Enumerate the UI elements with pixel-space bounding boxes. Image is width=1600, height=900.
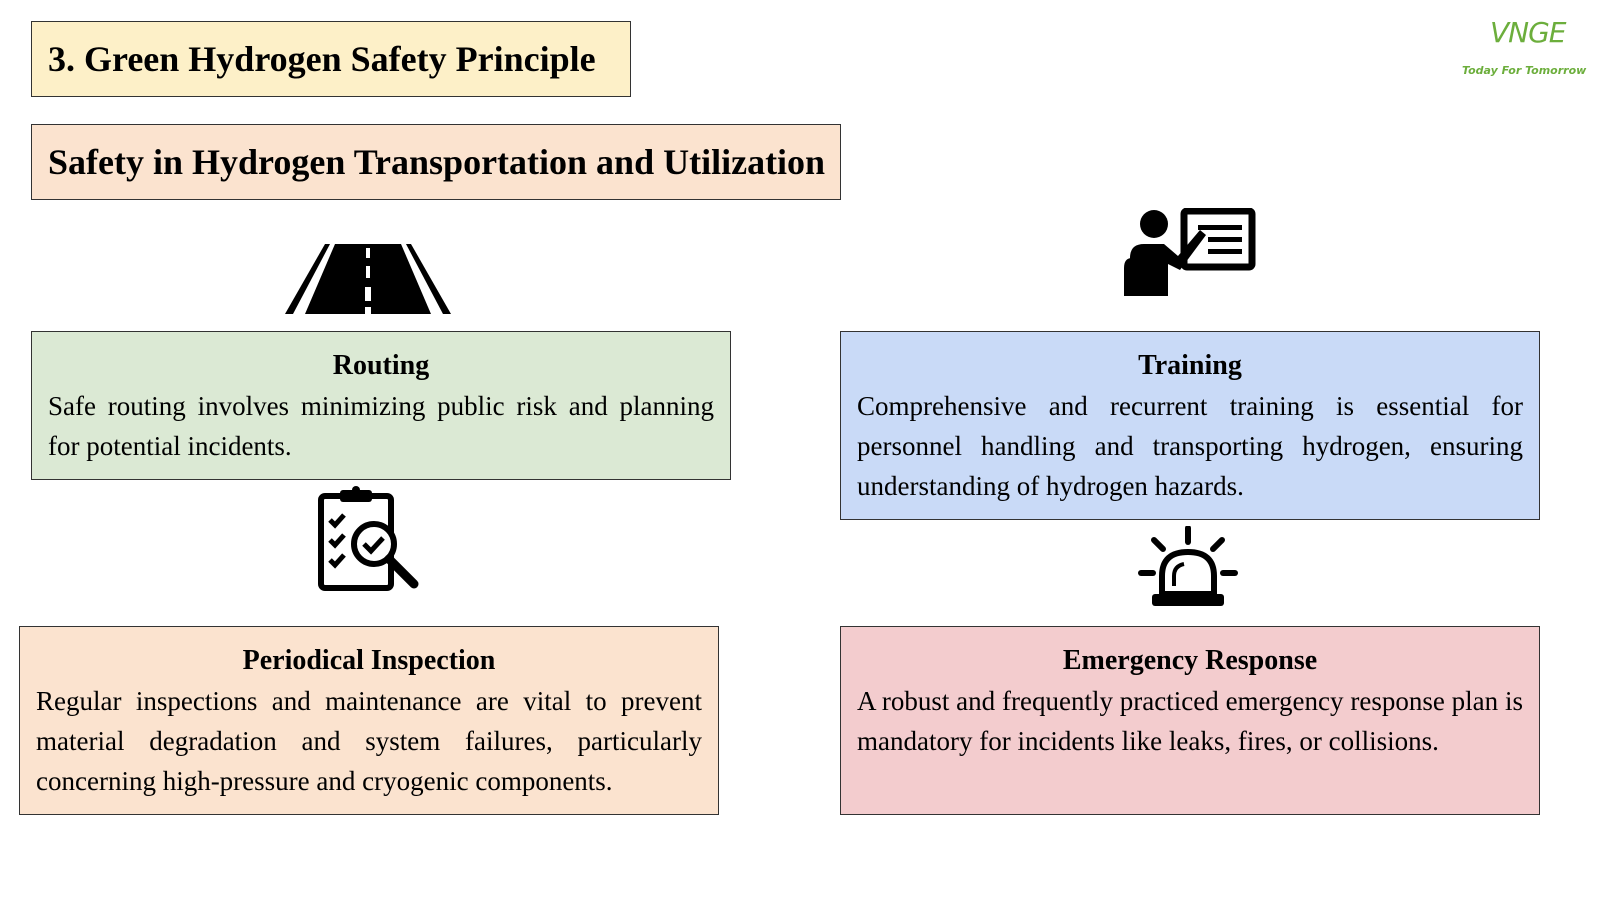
- vnge-logo: [1450, 16, 1590, 86]
- emergency-text: A robust and frequently practiced emergency response plan is mandatory for incidents like leaks, fires, or collisions.: [857, 686, 1523, 756]
- page-subtitle: [31, 124, 841, 200]
- emergency-title: Emergency Response: [1062, 645, 1318, 676]
- road-icon: [285, 244, 451, 314]
- presenter-icon: [1120, 208, 1260, 296]
- clipboard-inspection-icon: [318, 486, 422, 594]
- training-title: Training: [1138, 350, 1242, 381]
- routing-card: [31, 331, 731, 480]
- inspection-card: [19, 626, 719, 815]
- logo-tagline: Today For Tomorrow: [1462, 64, 1587, 77]
- inspection-text: Regular inspections and maintenance are vital to prevent material degradation and system failures, particularly concerning high-pressure and cryogenic components.: [36, 686, 702, 796]
- training-card: [840, 331, 1540, 520]
- logo-mark: VNGE: [1490, 16, 1566, 49]
- alarm-siren-icon: [1138, 526, 1238, 608]
- page-subtitle-text: Safety in Hydrogen Transportation and Utilization: [48, 142, 826, 182]
- emergency-card: [840, 626, 1540, 815]
- routing-title: Routing: [332, 350, 430, 381]
- page-title: [31, 21, 631, 97]
- page-title-text: 3. Green Hydrogen Safety Principle: [48, 39, 596, 79]
- inspection-title: Periodical Inspection: [242, 645, 496, 676]
- routing-text: Safe routing involves minimizing public risk and planning for potential incidents.: [48, 391, 714, 461]
- training-text: Comprehensive and recurrent training is essential for personnel handling and transporting hydrogen, ensuring understanding of hydrogen hazards.: [857, 391, 1523, 501]
